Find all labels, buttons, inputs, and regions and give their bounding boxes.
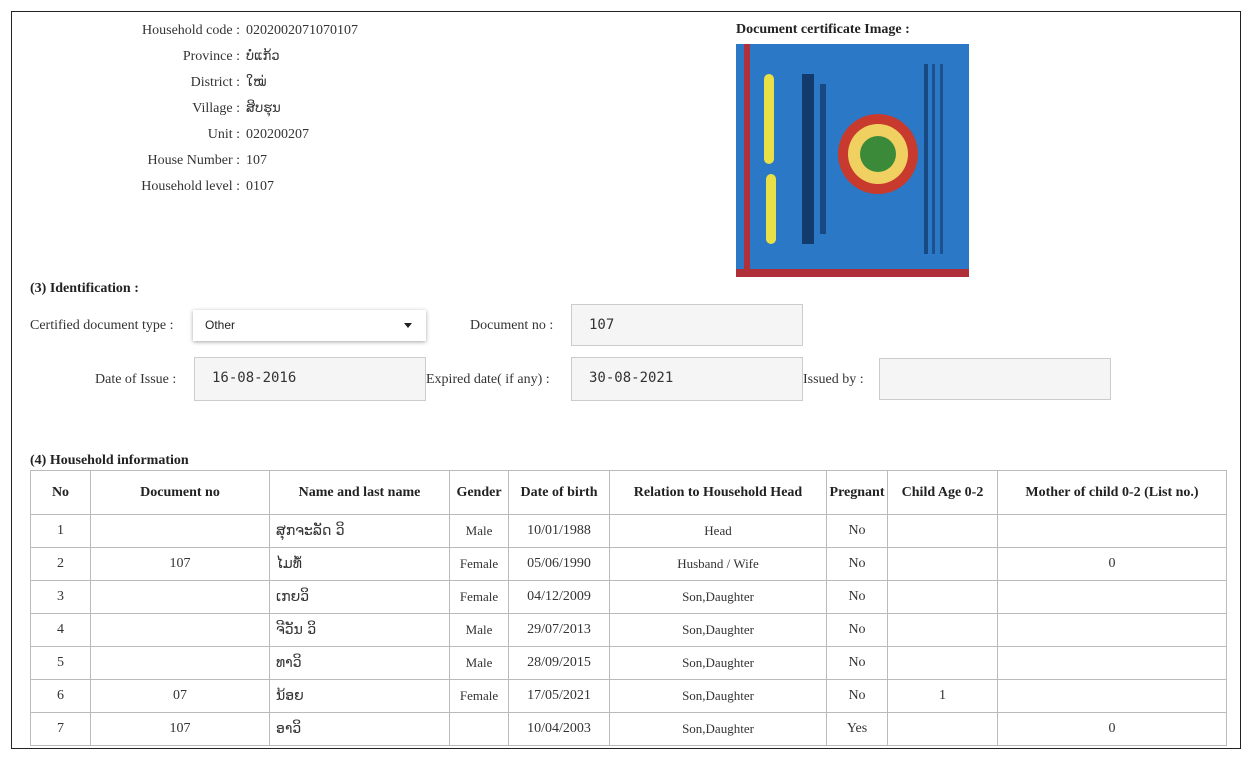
province-label: Province : bbox=[182, 49, 240, 64]
certificate-image[interactable] bbox=[736, 44, 969, 277]
issued-by-input[interactable] bbox=[879, 358, 1111, 400]
col-dob: Date of birth bbox=[509, 471, 610, 515]
cell-pregnant: No bbox=[827, 614, 888, 647]
cell-document-no bbox=[91, 614, 270, 647]
cell-document-no: 107 bbox=[91, 713, 270, 746]
cell-mother-of-child bbox=[998, 614, 1227, 647]
cell-child-age bbox=[888, 647, 998, 680]
certificate-image-title: Document certificate Image : bbox=[736, 22, 910, 37]
cell-name: ອາວິ bbox=[270, 713, 450, 746]
cell-pregnant: No bbox=[827, 515, 888, 548]
cell-no: 5 bbox=[31, 647, 91, 680]
district-label: District : bbox=[190, 75, 240, 90]
cell-relation: Son,Daughter bbox=[610, 713, 827, 746]
cell-gender: Male bbox=[450, 647, 509, 680]
table-row bbox=[31, 581, 1227, 614]
cell-relation: Son,Daughter bbox=[610, 614, 827, 647]
col-document-no: Document no bbox=[91, 471, 270, 515]
cell-mother-of-child bbox=[998, 680, 1227, 713]
cell-no: 3 bbox=[31, 581, 91, 614]
cell-relation: Son,Daughter bbox=[610, 647, 827, 680]
house-number-label: House Number : bbox=[147, 153, 240, 168]
cell-child-age bbox=[888, 713, 998, 746]
cell-pregnant: Yes bbox=[827, 713, 888, 746]
cell-gender: Male bbox=[450, 614, 509, 647]
col-name: Name and last name bbox=[270, 471, 450, 515]
cell-gender bbox=[450, 713, 509, 746]
village-value: ສິບຮຸນ bbox=[246, 101, 281, 116]
table-row bbox=[31, 680, 1227, 713]
cell-dob: 04/12/2009 bbox=[509, 581, 610, 614]
table-row bbox=[31, 713, 1227, 746]
col-no: No bbox=[31, 471, 91, 515]
col-relation: Relation to Household Head bbox=[610, 471, 827, 515]
district-row bbox=[0, 73, 700, 93]
village-row bbox=[0, 99, 700, 119]
cell-child-age bbox=[888, 548, 998, 581]
issued-by-label: Issued by : bbox=[803, 372, 864, 387]
issue-date-label: Date of Issue : bbox=[95, 372, 177, 387]
cell-name: ສຸກຈະລັດ ວິ bbox=[270, 515, 450, 548]
cell-pregnant: No bbox=[827, 581, 888, 614]
cell-name: ທາວິ bbox=[270, 647, 450, 680]
certificate-photo-graphic bbox=[736, 44, 969, 277]
cell-relation: Husband / Wife bbox=[610, 548, 827, 581]
cell-mother-of-child bbox=[998, 581, 1227, 614]
cell-no: 2 bbox=[31, 548, 91, 581]
cell-dob: 05/06/1990 bbox=[509, 548, 610, 581]
cell-dob: 10/01/1988 bbox=[509, 515, 610, 548]
identification-heading: (3) Identification : bbox=[30, 281, 139, 296]
unit-value: 020200207 bbox=[246, 127, 309, 142]
household-code-value: 0202002071070107 bbox=[246, 23, 358, 38]
household-code-label: Household code : bbox=[142, 23, 240, 38]
chevron-down-icon bbox=[404, 323, 412, 328]
unit-label: Unit : bbox=[207, 127, 240, 142]
cell-pregnant: No bbox=[827, 548, 888, 581]
cell-mother-of-child bbox=[998, 515, 1227, 548]
household-table bbox=[30, 470, 1227, 746]
cell-document-no: 107 bbox=[91, 548, 270, 581]
cell-mother-of-child bbox=[998, 647, 1227, 680]
cell-mother-of-child: 0 bbox=[998, 548, 1227, 581]
cell-relation: Son,Daughter bbox=[610, 581, 827, 614]
cell-child-age: 1 bbox=[888, 680, 998, 713]
unit-row bbox=[0, 125, 700, 145]
province-row bbox=[0, 47, 700, 67]
cell-relation: Head bbox=[610, 515, 827, 548]
table-row bbox=[31, 647, 1227, 680]
table-header-row bbox=[31, 471, 1227, 515]
doc-no-input[interactable]: 107 bbox=[571, 304, 803, 346]
cell-document-no bbox=[91, 581, 270, 614]
province-value: ບໍ່ແກ້ວ bbox=[246, 49, 280, 64]
cell-no: 4 bbox=[31, 614, 91, 647]
cell-gender: Female bbox=[450, 680, 509, 713]
cell-gender: Female bbox=[450, 548, 509, 581]
expired-date-label: Expired date( if any) : bbox=[426, 372, 550, 387]
cell-dob: 10/04/2003 bbox=[509, 713, 610, 746]
table-row bbox=[31, 515, 1227, 548]
cell-mother-of-child: 0 bbox=[998, 713, 1227, 746]
expired-date-input[interactable]: 30-08-2021 bbox=[571, 357, 803, 401]
cell-dob: 17/05/2021 bbox=[509, 680, 610, 713]
cell-name: ເກຍວິ bbox=[270, 581, 450, 614]
house-number-value: 107 bbox=[246, 153, 267, 168]
col-mother-of-child: Mother of child 0-2 (List no.) bbox=[998, 471, 1227, 515]
issue-date-input[interactable]: 16-08-2016 bbox=[194, 357, 426, 401]
cell-pregnant: No bbox=[827, 680, 888, 713]
cell-document-no: 07 bbox=[91, 680, 270, 713]
cell-gender: Female bbox=[450, 581, 509, 614]
cell-name: ຈີວັນ ວິ bbox=[270, 614, 450, 647]
cell-relation: Son,Daughter bbox=[610, 680, 827, 713]
table-row bbox=[31, 548, 1227, 581]
cell-dob: 28/09/2015 bbox=[509, 647, 610, 680]
col-child-age: Child Age 0-2 bbox=[888, 471, 998, 515]
household-info-heading: (4) Household information bbox=[30, 453, 189, 468]
col-pregnant: Pregnant bbox=[827, 471, 888, 515]
district-value: ໃໝ່ bbox=[246, 75, 267, 90]
doc-type-label: Certified document type : bbox=[30, 318, 174, 333]
household-level-row bbox=[0, 177, 700, 197]
cell-child-age bbox=[888, 515, 998, 548]
cell-name: ນ້ອຍ bbox=[270, 680, 450, 713]
house-number-row bbox=[0, 151, 700, 171]
cell-no: 6 bbox=[31, 680, 91, 713]
table-row bbox=[31, 614, 1227, 647]
cell-child-age bbox=[888, 581, 998, 614]
cell-gender: Male bbox=[450, 515, 509, 548]
village-label: Village : bbox=[192, 101, 240, 116]
cell-dob: 29/07/2013 bbox=[509, 614, 610, 647]
doc-type-value: Other bbox=[205, 318, 236, 332]
household-code-row bbox=[0, 21, 700, 41]
cell-pregnant: No bbox=[827, 647, 888, 680]
cell-child-age bbox=[888, 614, 998, 647]
cell-no: 7 bbox=[31, 713, 91, 746]
doc-type-select[interactable] bbox=[193, 310, 426, 341]
cell-name: ໄມທໍ້ bbox=[270, 548, 450, 581]
household-level-label: Household level : bbox=[141, 179, 240, 194]
cell-document-no bbox=[91, 647, 270, 680]
household-level-value: 0107 bbox=[246, 179, 274, 194]
doc-no-label: Document no : bbox=[470, 318, 554, 333]
cell-no: 1 bbox=[31, 515, 91, 548]
col-gender: Gender bbox=[450, 471, 509, 515]
cell-document-no bbox=[91, 515, 270, 548]
